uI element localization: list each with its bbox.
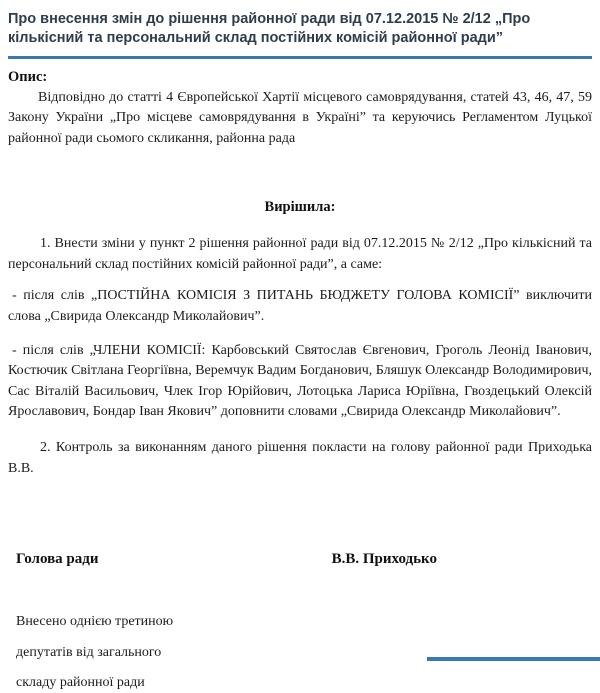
paragraph-item-1: 1. Внести зміни у пункт 2 рішення районної ради від 07.12.2015 № 2/12 „Про кількісний та персональний склад постійних комісій районної ради”, а саме: bbox=[8, 236, 592, 272]
intro-paragraph: Відповідно до статті 4 Європейської Хартії місцевого самоврядування, статей 43, 46, 47, 59 Закону України „Про місцеве самоврядування в Україні” та керуючись Регламентом Луцької районної ради сьомого скликання, районна рада bbox=[8, 89, 592, 146]
submission-note-line: депутатів від загального bbox=[16, 644, 162, 660]
submission-note bbox=[8, 612, 592, 693]
title-underline-rule bbox=[8, 56, 592, 59]
paragraph-item-2: 2. Контроль за виконанням даного рішення покласти на голову районної ради Приходька В.В. bbox=[8, 439, 592, 476]
page-title: Про внесення змін до рішення районної ради від 07.12.2015 № 2/12 „Про кількісний та персональний склад постійних комісій районної ради” bbox=[8, 11, 531, 47]
submission-note-line: Внесено однією третиною bbox=[16, 614, 174, 630]
description-label: Опис: bbox=[8, 68, 48, 85]
paragraph-members-clause: - після слів „ЧЛЕНИ КОМІСІЇ: Карбовський Святослав Євгенович, Гроголь Леонід Іванович, Костючик Світлана Георгіївна, Веремчук Вадим Богданович, Бляшук Олександр Володимирович, Сас Віталій Васильович, Члек Ігор Юрійович, Лотоцька Лариса Юріївна, Гвоздецький Олексій Ярославович, Бондар Іван Якович” доповнити словами „Свирида Олександр Миколайович”. bbox=[8, 342, 592, 420]
submission-note-line: складу районної ради bbox=[16, 675, 145, 691]
signature-name: В.В. Приходько bbox=[331, 551, 437, 568]
paragraph-exclude-clause: - після слів „ПОСТІЙНА КОМІСІЯ З ПИТАНЬ БЮДЖЕТУ ГОЛОВА КОМІСІЇ” виключити слова „Свирида Олександр Миколайович”. bbox=[8, 288, 592, 325]
signature-position-label: Голова ради bbox=[16, 551, 99, 568]
signature-row bbox=[8, 551, 592, 568]
resolution-heading: Вирішила: bbox=[264, 199, 336, 216]
bottom-accent-bar bbox=[427, 657, 600, 661]
